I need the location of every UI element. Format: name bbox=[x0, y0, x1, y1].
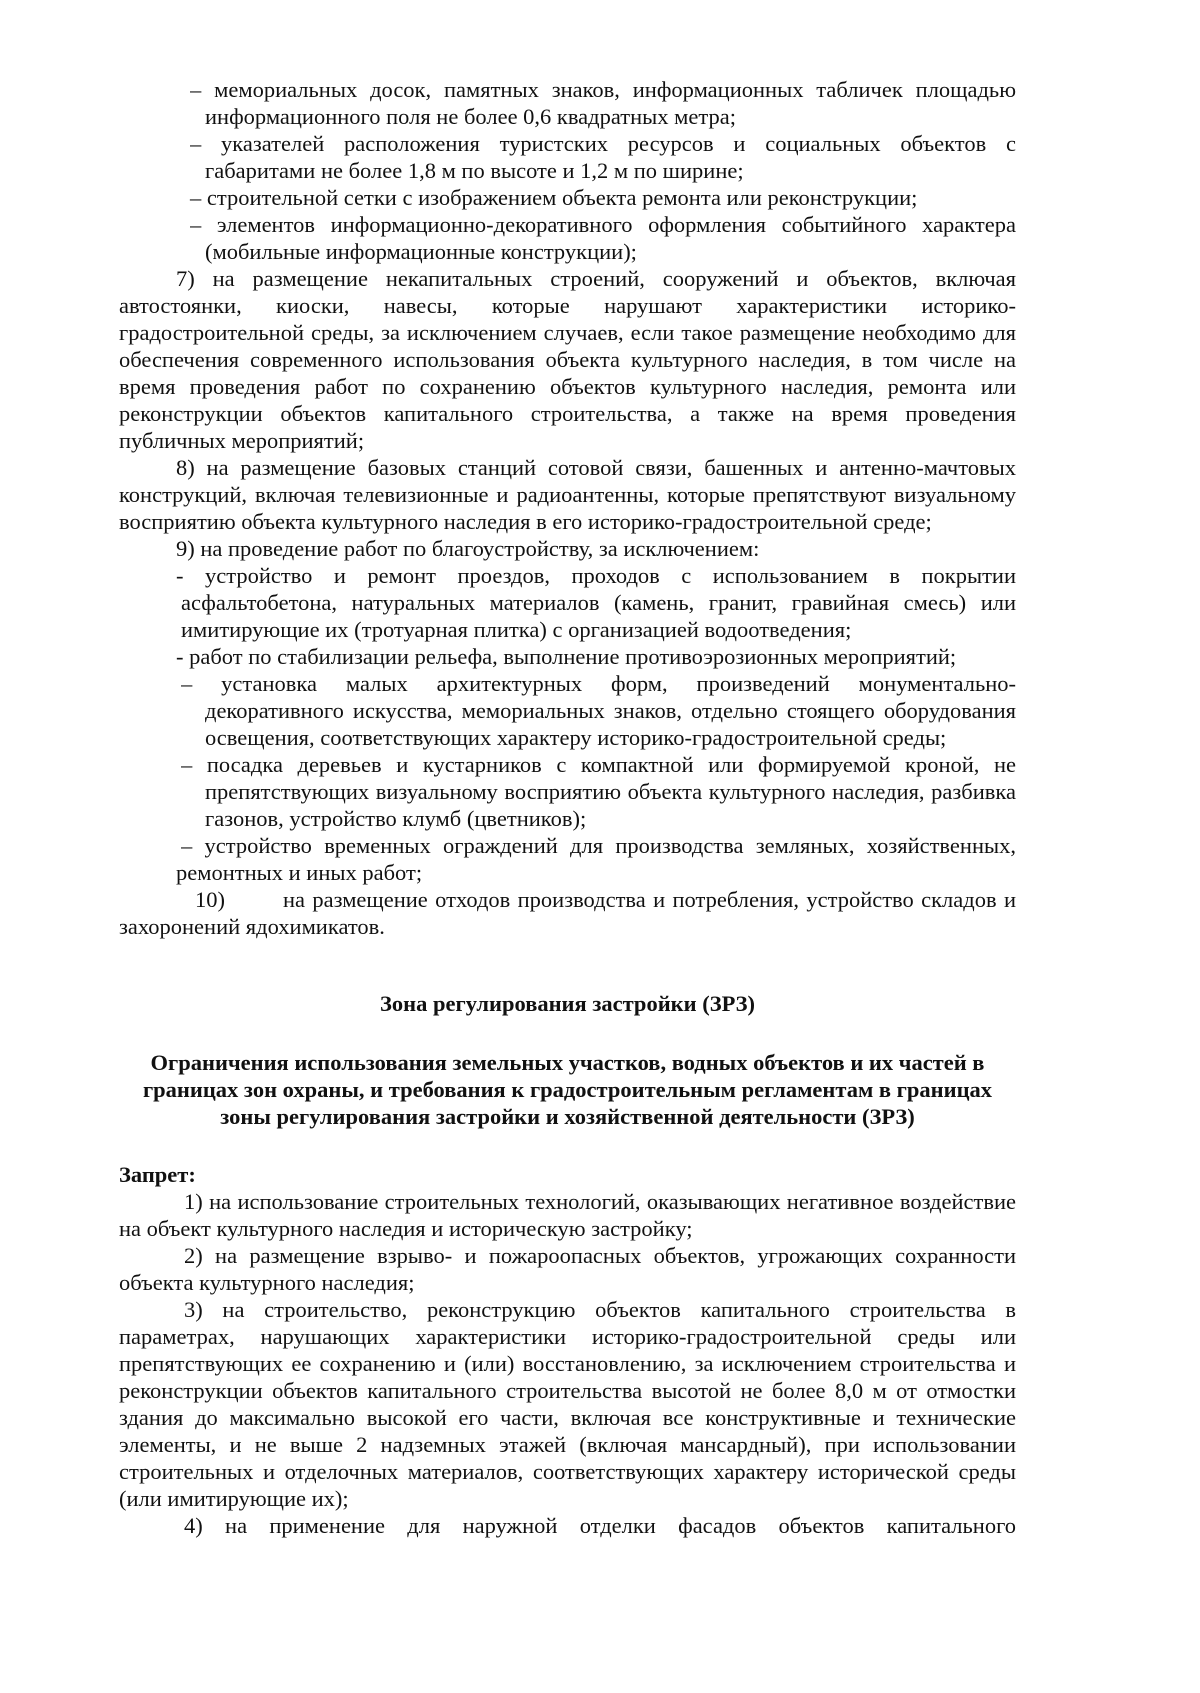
item-9-line: ремонтных и иных работ; bbox=[176, 860, 423, 885]
item-9-line: - устройство и ремонт проездов, проходов с использованием в покрытии bbox=[176, 563, 1016, 588]
list-item-memorial: – мемориальных досок, памятных знаков, информационных табличек площадью bbox=[190, 77, 1016, 102]
item-7-line: время проведения работ по сохранению объектов культурного наследия, ремонта или bbox=[119, 374, 1016, 399]
item-7-line: градостроительной среды, за исключением случаев, если такое размещение необходимо для bbox=[119, 320, 1016, 345]
prohibition-1-line: 1) на использование строительных технологий, оказывающих негативное воздействие bbox=[184, 1189, 1016, 1214]
prohibition-3-line: параметрах, нарушающих характеристики историко-градостроительной среды или bbox=[119, 1324, 1016, 1349]
prohibition-3-line: здания до максимально высокой его части, включая все конструктивные и технические bbox=[119, 1405, 1016, 1430]
item-9-line: – посадка деревьев и кустарников с компактной или формируемой кроной, не bbox=[181, 752, 1016, 777]
item-9-line: – устройство временных ограждений для производства земляных, хозяйственных, bbox=[181, 833, 1016, 858]
item-9-line: 9) на проведение работ по благоустройству, за исключением: bbox=[176, 536, 760, 561]
item-9-line: освещения, соответствующих характеру историко-градостроительной среды; bbox=[205, 725, 947, 750]
item-9-line: – установка малых архитектурных форм, произведений монументально- bbox=[181, 671, 1016, 696]
list-item-signs-cont: габаритами не более 1,8 м по высоте и 1,2 м по ширине; bbox=[205, 158, 744, 183]
item-7-line: реконструкции объектов капитального строительства, а также на время проведения bbox=[119, 401, 1016, 426]
item-9-line: асфальтобетона, натуральных материалов (камень, гранит, гравийная смесь) или bbox=[181, 590, 1016, 615]
prohibition-3-line: (или имитирующие их); bbox=[119, 1486, 349, 1511]
item-7-line: 7) на размещение некапитальных строений, сооружений и объектов, включая bbox=[176, 266, 1016, 291]
item-10-line: захоронений ядохимикатов. bbox=[119, 914, 385, 939]
restrictions-title: Ограничения использования земельных участков, водных объектов и их частей в bbox=[150, 1050, 985, 1075]
list-item-decor-cont: (мобильные информационные конструкции); bbox=[205, 239, 637, 264]
item-9-line: имитирующие их (тротуарная плитка) с организацией водоотведения; bbox=[181, 617, 852, 642]
zone-title: Зона регулирования застройки (ЗРЗ) bbox=[380, 991, 755, 1016]
item-10-number: 10) bbox=[195, 887, 225, 912]
prohibition-3-line: элементы, и не выше 2 надземных этажей (включая мансардный), при использовании bbox=[119, 1432, 1016, 1457]
item-7-line: автостоянки, киоски, навесы, которые нарушают характеристики историко- bbox=[119, 293, 1016, 318]
list-item-decor: – элементов информационно-декоративного оформления событийного характера bbox=[190, 212, 1016, 237]
prohibition-3-line: препятствующих ее сохранению и (или) восстановлению, за исключением строительства и bbox=[119, 1351, 1016, 1376]
prohibition-2-line: объекта культурного наследия; bbox=[119, 1270, 415, 1295]
item-7-line: публичных мероприятий; bbox=[119, 428, 365, 453]
prohibition-1-line: на объект культурного наследия и историческую застройку; bbox=[119, 1216, 693, 1241]
item-9-line: газонов, устройство клумб (цветников); bbox=[205, 806, 587, 831]
prohibition-4-line: 4) на применение для наружной отделки фасадов объектов капитального bbox=[184, 1513, 1016, 1538]
item-9-line: декоративного искусства, мемориальных знаков, отдельно стоящего оборудования bbox=[205, 698, 1016, 723]
item-9-line: препятствующих визуальному восприятию объекта культурного наследия, разбивка bbox=[205, 779, 1016, 804]
item-7-line: обеспечения современного использования объекта культурного наследия, в том числе на bbox=[119, 347, 1016, 372]
prohibition-3-line: 3) на строительство, реконструкцию объектов капитального строительства в bbox=[184, 1297, 1016, 1322]
list-item-construction-net: – строительной сетки с изображением объекта ремонта или реконструкции; bbox=[190, 185, 918, 210]
restrictions-title: зоны регулирования застройки и хозяйственной деятельности (ЗРЗ) bbox=[220, 1104, 915, 1129]
item-8-line: 8) на размещение базовых станций сотовой связи, башенных и антенно-мачтовых bbox=[176, 455, 1016, 480]
item-8-line: конструкций, включая телевизионные и радиоантенны, которые препятствуют визуальному bbox=[119, 482, 1016, 507]
prohibition-3-line: реконструкции объектов капитального строительства высотой не более 8,0 м от отмостки bbox=[119, 1378, 1016, 1403]
list-item-memorial-cont: информационного поля не более 0,6 квадратных метра; bbox=[205, 104, 736, 129]
prohibition-label: Запрет: bbox=[119, 1162, 196, 1187]
item-10-line: на размещение отходов производства и потребления, устройство складов и bbox=[283, 887, 1016, 912]
list-item-signs: – указателей расположения туристских ресурсов и социальных объектов с bbox=[190, 131, 1016, 156]
prohibition-2-line: 2) на размещение взрыво- и пожароопасных объектов, угрожающих сохранности bbox=[184, 1243, 1016, 1268]
restrictions-title: границах зон охраны, и требования к градостроительным регламентам в границах bbox=[142, 1077, 993, 1102]
item-8-line: восприятию объекта культурного наследия в его историко-градостроительной среде; bbox=[119, 509, 932, 534]
item-9-line: - работ по стабилизации рельефа, выполнение противоэрозионных мероприятий; bbox=[176, 644, 957, 669]
prohibition-3-line: строительных и отделочных материалов, соответствующих характеру исторической среды bbox=[119, 1459, 1016, 1484]
